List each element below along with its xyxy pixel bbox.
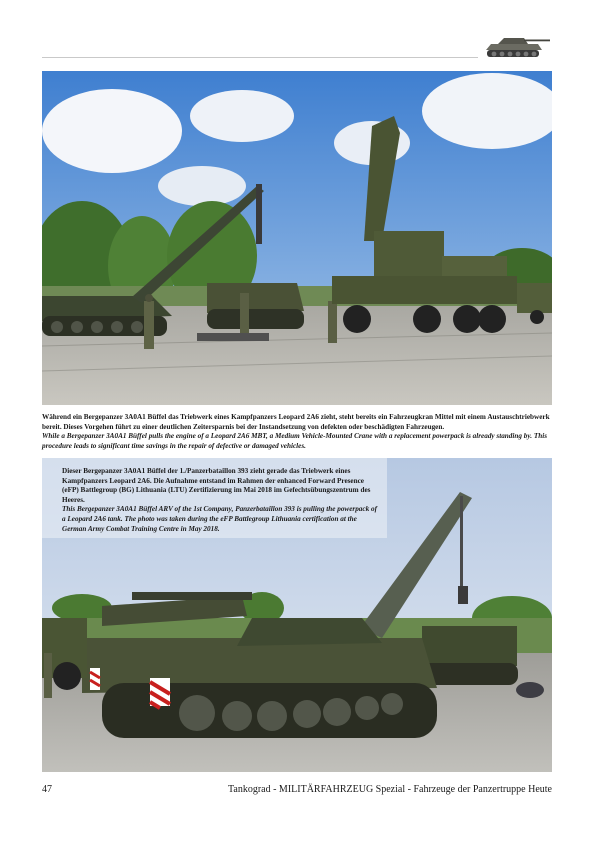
photo-top-recovery-scene: [42, 71, 552, 405]
running-footer: Tankograd - MILITÄRFAHRZEUG Spezial - Fahrzeuge der Panzertruppe Heute: [227, 784, 552, 795]
caption-top-english: While a Bergepanzer 3A0A1 Büffel pulls the engine of a Leopard 2A6 MBT, a Medium Vehicle-Mounted Crane with a replacement powerpack is already standing by. This procedure leads to significant time savings in the repair of defective or damaged vehicles.: [42, 432, 548, 450]
leopard-tank-silhouette-icon: [482, 30, 552, 62]
caption-bottom-german: Dieser Bergepanzer 3A0A1 Büffel der 1./Panzerbataillon 393 zieht gerade das Triebwerk eines Kampfpanzers Leopard 2A6. Die Aufnahme entstand im Rahmen der enhanced Forward Presence (eFP) Battlegroup (BG) Lithuania (LTU) Zertifizierung im Mai 2018 im Gefechtsübungszentrum des Heeres.: [62, 467, 371, 504]
caption-top-german: Während ein Bergepanzer 3A0A1 Büffel das Triebwerk eines Kampfpanzers Leopard 2A6 zieht, steht bereits ein Fahrzeugkran Mittel mit einem Austauschtriebwerk bereit. Dieses Vorgehen führt zu einer deutlichen Zeitersparnis bei der Instandsetzung von defekten oder beschädigten Fahrzeugen.: [42, 413, 550, 431]
caption-top: [42, 413, 552, 451]
caption-bottom: [62, 467, 380, 534]
caption-bottom-english: This Bergepanzer 3A0A1 Büffel ARV of the 1st Company, Panzerbataillon 393 is pulling the powerpack of a Leopard 2A6 tank. The photo was taken during the eFP Battlegroup Lithuania certification at the German Army Combat Training Centre in May 2018.: [62, 505, 377, 533]
header-rule: [42, 57, 478, 58]
page-number: 47: [42, 784, 52, 795]
